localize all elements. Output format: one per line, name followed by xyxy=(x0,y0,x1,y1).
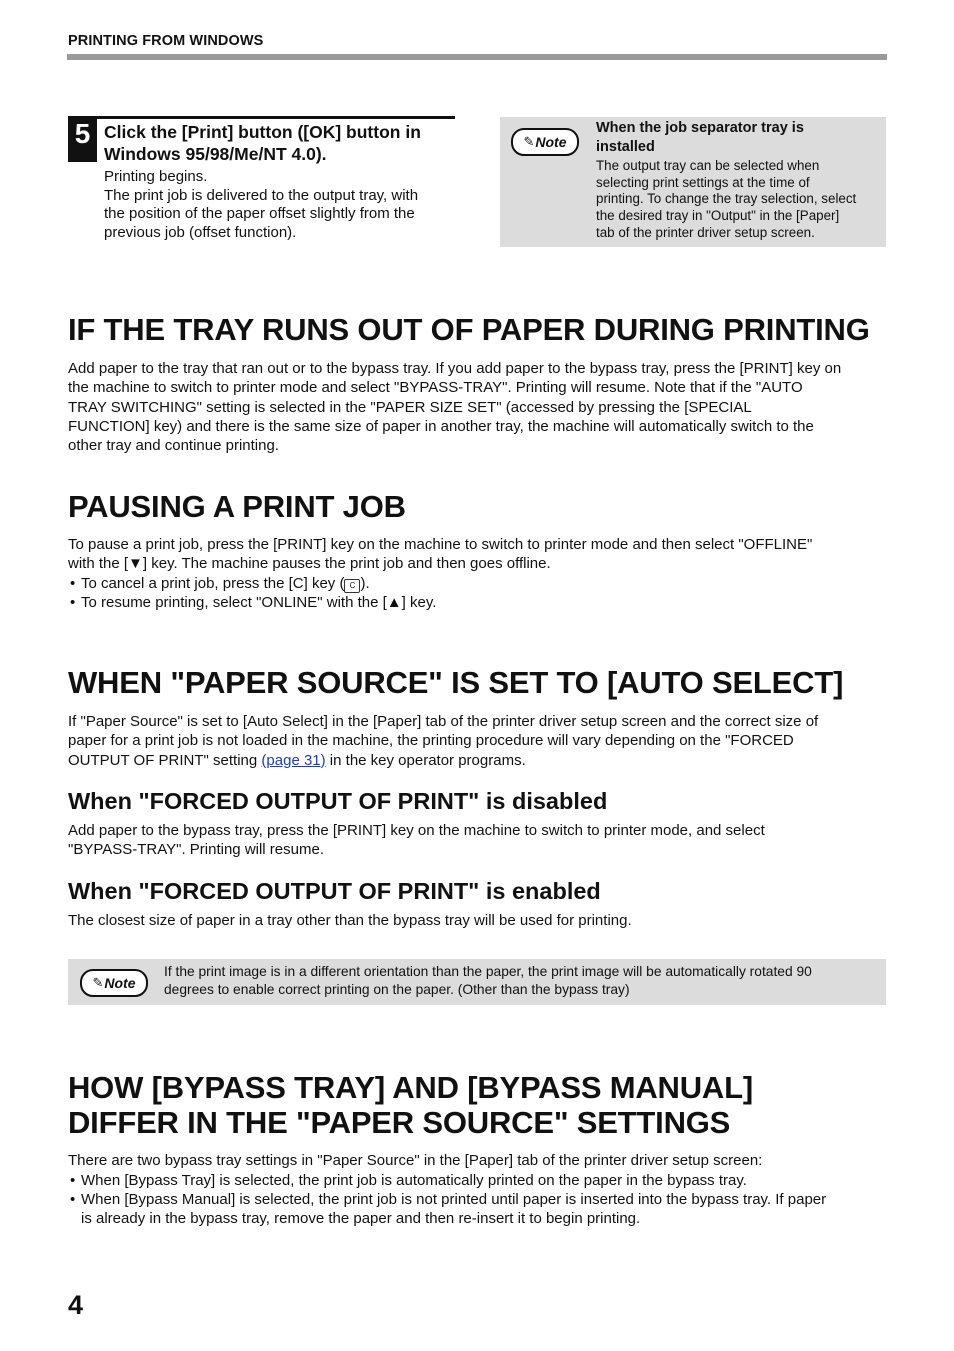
note-icon: ✎ Note xyxy=(80,969,148,997)
heading-pausing-print-job: PAUSING A PRINT JOB xyxy=(68,489,406,524)
list-item: • When [Bypass Manual] is selected, the print job is not printed until paper is inserted into the bypass tray. If paper is already in the bypass tray, remove the paper and then re-insert it to begin printing. xyxy=(70,1191,827,1228)
list-item: • When [Bypass Tray] is selected, the print job is automatically printed on the paper in the bypass tray. xyxy=(70,1172,747,1189)
note-box-separator-tray xyxy=(500,117,886,247)
c-key-icon: C xyxy=(344,579,360,593)
bullet-icon: • xyxy=(70,1172,76,1189)
step-number: 5 xyxy=(68,116,97,162)
subheading-forced-output-disabled: When "FORCED OUTPUT OF PRINT" is disabled xyxy=(68,788,608,814)
step-body: Printing begins. The print job is delivered to the output tray, with the position of the paper offset slightly from the previous job (offset function). xyxy=(104,168,419,241)
paragraph-auto-select: If "Paper Source" is set to [Auto Select] in the [Paper] tab of the printer driver setup screen and the correct size of paper for a print job is not loaded in the machine, the printing procedure will vary depending on the "FORCED OUTPUT OF PRINT" setting (page 31) in the key operator programs. xyxy=(68,713,819,769)
heading-bypass-differences: HOW [BYPASS TRAY] AND [BYPASS MANUAL] DIFFER IN THE "PAPER SOURCE" SETTINGS xyxy=(68,1070,753,1140)
heading-tray-out-of-paper: IF THE TRAY RUNS OUT OF PAPER DURING PRINTING xyxy=(68,312,870,347)
paragraph-forced-output-disabled: Add paper to the bypass tray, press the [PRINT] key on the machine to switch to printer mode, and select "BYPASS-TRAY". Printing will resume. xyxy=(68,822,765,859)
note-box-orientation xyxy=(68,959,886,1005)
note-body: The output tray can be selected when selecting print settings at the time of printing. To change the tray selection, select the desired tray in "Output" in the [Paper] tab of the printer driver setup screen. xyxy=(596,158,857,240)
up-arrow-icon: ▲ xyxy=(386,594,402,611)
paragraph-tray-out-of-paper: Add paper to the tray that ran out or to the bypass tray. If you add paper to the bypass tray, press the [PRINT] key on the machine to switch to printer mode and select "BYPASS-TRAY". Printing will resume. Note that if the "AUTO TRAY SWITCHING" setting is selected in the "PAPER SIZE SET" (accessed by pressing the [SPECIAL FUNCTION] key) and there is the same size of paper in another tray, the machine will automatically switch to the other tray and continue printing. xyxy=(68,360,842,455)
list-item: • To cancel a print job, press the [C] key ( C ). xyxy=(70,575,370,592)
heading-auto-select: WHEN "PAPER SOURCE" IS SET TO [AUTO SELECT] xyxy=(68,665,844,700)
pencil-icon: ✎ xyxy=(523,134,535,149)
subheading-forced-output-enabled: When "FORCED OUTPUT OF PRINT" is enabled xyxy=(68,878,601,904)
note-title: When the job separator tray is installed xyxy=(596,120,804,155)
list-item: • To resume printing, select "ONLINE" with the [▲] key. xyxy=(70,594,437,611)
note-body: If the print image is in a different orientation than the paper, the print image will be automatically rotated 90 degrees to enable correct printing on the paper. (Other than the bypass tray) xyxy=(164,964,812,997)
running-header: PRINTING FROM WINDOWS xyxy=(68,33,264,49)
paragraph-forced-output-enabled: The closest size of paper in a tray other than the bypass tray will be used for printing. xyxy=(68,912,632,929)
header-rule xyxy=(67,54,887,60)
page-number: 4 xyxy=(68,1290,84,1320)
note-icon: ✎ Note xyxy=(511,128,579,156)
bullet-icon: • xyxy=(70,1191,76,1208)
step-rule xyxy=(97,116,455,119)
pencil-icon: ✎ xyxy=(92,975,104,990)
bullet-icon: • xyxy=(70,575,76,592)
page-31-link[interactable]: (page 31) xyxy=(261,751,326,769)
bullet-icon: • xyxy=(70,594,76,611)
down-arrow-icon: ▼ xyxy=(128,555,143,573)
paragraph-bypass-intro: There are two bypass tray settings in "Paper Source" in the [Paper] tab of the printer driver setup screen: xyxy=(68,1152,763,1169)
step-title: Click the [Print] button ([OK] button in Windows 95/98/Me/NT 4.0). xyxy=(104,122,421,164)
paragraph-pausing: To pause a print job, press the [PRINT] key on the machine to switch to printer mode and then select "OFFLINE" with the [▼] key. The machine pauses the print job and then goes offline. xyxy=(68,536,813,573)
